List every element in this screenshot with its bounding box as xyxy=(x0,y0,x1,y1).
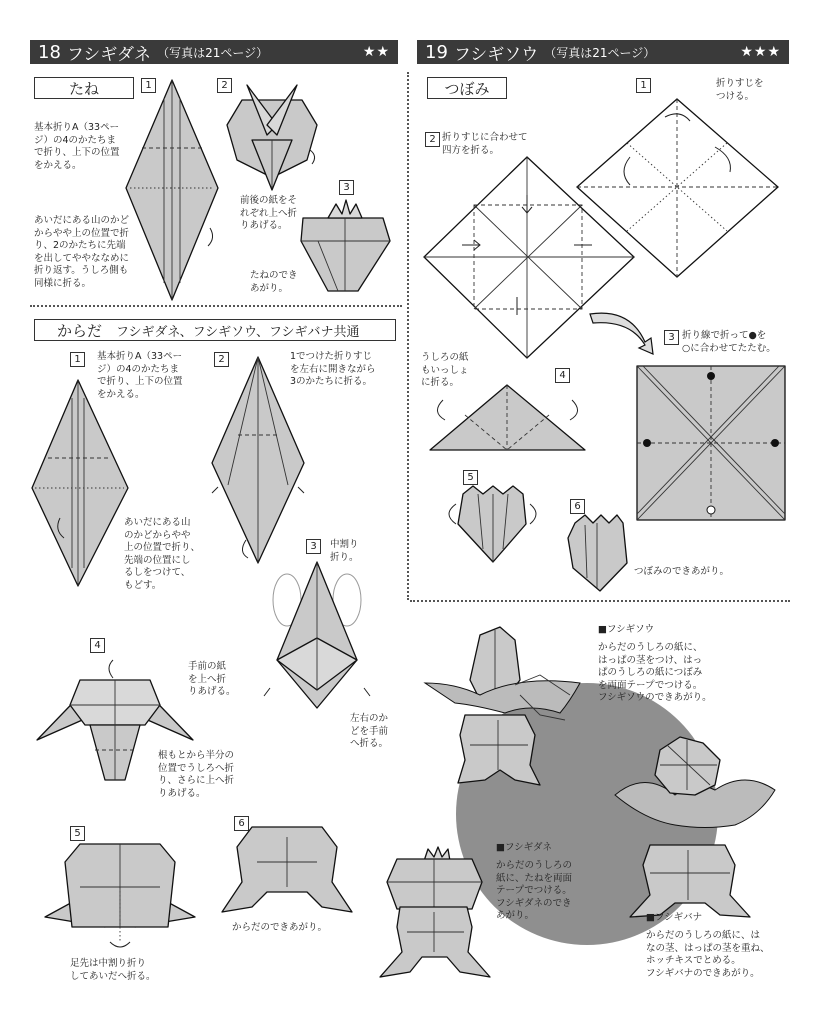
step-number: 6 xyxy=(234,816,249,831)
photo-reference: （写真は21ページ） xyxy=(544,45,656,60)
bud-instruction-2: 折りすじに合わせて 四方を折る。 xyxy=(442,132,528,156)
seed-divider xyxy=(30,305,402,307)
difficulty-stars: ★★★ xyxy=(740,44,781,60)
body-label: からだ xyxy=(57,322,103,340)
step-number: 3 xyxy=(664,330,679,345)
step-number: 4 xyxy=(555,368,570,383)
model-number: 19 xyxy=(425,41,448,63)
model-number: 18 xyxy=(38,41,61,63)
model-title: フシギソウ xyxy=(453,44,539,65)
seed-instruction-4: たねのでき あがり。 xyxy=(250,270,298,294)
bulbasaur-note-text: からだのうしろの 紙に、たねを両面 テープでつける。 フシギダネのでき あがり。 xyxy=(496,860,573,921)
bud-divider xyxy=(410,600,790,602)
bud-step4-diagram xyxy=(425,380,590,455)
body-step5-diagram xyxy=(40,832,200,957)
difficulty-stars: ★★ xyxy=(362,44,390,60)
transition-arrow-icon xyxy=(588,306,663,356)
seed-step3-diagram xyxy=(298,196,393,296)
body-common-note: フシギダネ、フシギソウ、フシギバナ共通 xyxy=(116,325,360,340)
ivysaur-finished-model xyxy=(420,625,590,790)
body-instruction-5: 手前の紙 を上へ折 りあげる。 xyxy=(188,661,236,697)
ivysaur-note-text: からだのうしろの紙に、 はっぱの茎をつけ、はっ ぱのうしろの紙につぼみ を両面テープでつける。 フシギソウのできあがり。 xyxy=(598,642,712,703)
body-step6-diagram xyxy=(212,822,362,922)
step-number: 2 xyxy=(217,78,232,93)
step-number: 6 xyxy=(570,499,585,514)
bud-instruction-3: 折り線で折って●を ○に合わせてたたむ。 xyxy=(682,330,776,354)
body-instruction-6: 左右のか どを手前 へ折る。 xyxy=(350,713,389,749)
venusaur-note-text: からだのうしろの紙に、は なの茎、はっぱの茎を重ね、 ホッチキスでとめる。 フシギバナのできあがり。 xyxy=(646,930,770,979)
seed-step1-diagram xyxy=(120,78,220,303)
photo-reference: （写真は21ページ） xyxy=(157,45,269,60)
bud-instruction-5: つぼみのできあがり。 xyxy=(634,566,730,577)
left-section-header xyxy=(30,40,398,64)
step-number: 1 xyxy=(636,78,651,93)
step-number: 4 xyxy=(90,638,105,653)
body-instruction-3: あいだにある山 のかどからやや 上の位置で折り、 先端の位置にし るしをつけて、 もどす。 xyxy=(124,517,201,591)
body-instruction-4: 中割り 折り。 xyxy=(330,539,359,563)
bud-step5-diagram xyxy=(438,484,543,564)
bulbasaur-note-title: ■フシギダネ xyxy=(496,842,553,853)
bud-section-label: つぼみ xyxy=(427,77,507,99)
body-instruction-9: からだのできあがり。 xyxy=(232,922,328,933)
bud-instruction-4: うしろの紙 もいっしょ に折る。 xyxy=(421,352,469,388)
seed-instruction-2: あいだにある山のかど からやや上の位置で折 り、2のかたちに先端 を出してややななめに 折り返す。うしろ側も 同様に折る。 xyxy=(34,215,130,289)
bud-step3-diagram xyxy=(635,364,787,522)
body-step3-diagram xyxy=(262,560,372,710)
seed-instruction-3: 前後の紙をそ れぞれ上へ折 りあげる。 xyxy=(240,195,298,231)
model-title: フシギダネ xyxy=(66,44,152,65)
seed-instruction-1: 基本折りA（33ペー ジ）の4のかたちま で折り、上下の位置 をかえる。 xyxy=(34,122,120,171)
seed-section-label: たね xyxy=(34,77,134,99)
venusaur-note-title: ■フシギバナ xyxy=(646,912,703,923)
body-instruction-1: 基本折りA（33ペー ジ）の4のかたちま で折り、上下の位置 をかえる。 xyxy=(97,351,183,400)
step-number: 3 xyxy=(306,539,321,554)
body-step2-diagram xyxy=(208,355,308,565)
step-number: 5 xyxy=(463,470,478,485)
right-section-header xyxy=(417,40,789,64)
body-section-label xyxy=(34,319,396,341)
body-step1-diagram xyxy=(30,378,130,588)
venusaur-finished-model xyxy=(605,735,785,920)
column-divider xyxy=(407,72,409,600)
step-number: 2 xyxy=(425,132,440,147)
bud-instruction-1: 折りすじを つける。 xyxy=(716,78,764,102)
bud-step6-diagram xyxy=(565,513,630,593)
body-instruction-7: 根もとから半分の 位置でうしろへ折 り、さらに上へ折 りあげる。 xyxy=(158,750,235,799)
body-instruction-2: 1でつけた折りすじ を左右に開きながら 3のかたちに折る。 xyxy=(290,351,376,387)
step-number: 2 xyxy=(214,352,229,367)
seed-step2-diagram xyxy=(222,80,322,190)
step-number: 3 xyxy=(339,180,354,195)
step-number: 5 xyxy=(70,826,85,841)
ivysaur-note-title: ■フシギソウ xyxy=(598,624,655,635)
body-step4-diagram xyxy=(35,650,195,790)
step-number: 1 xyxy=(141,78,156,93)
step-number: 1 xyxy=(70,352,85,367)
body-instruction-8: 足先は中割り折り してあいだへ折る。 xyxy=(70,958,156,982)
bulbasaur-finished-model xyxy=(372,847,497,982)
